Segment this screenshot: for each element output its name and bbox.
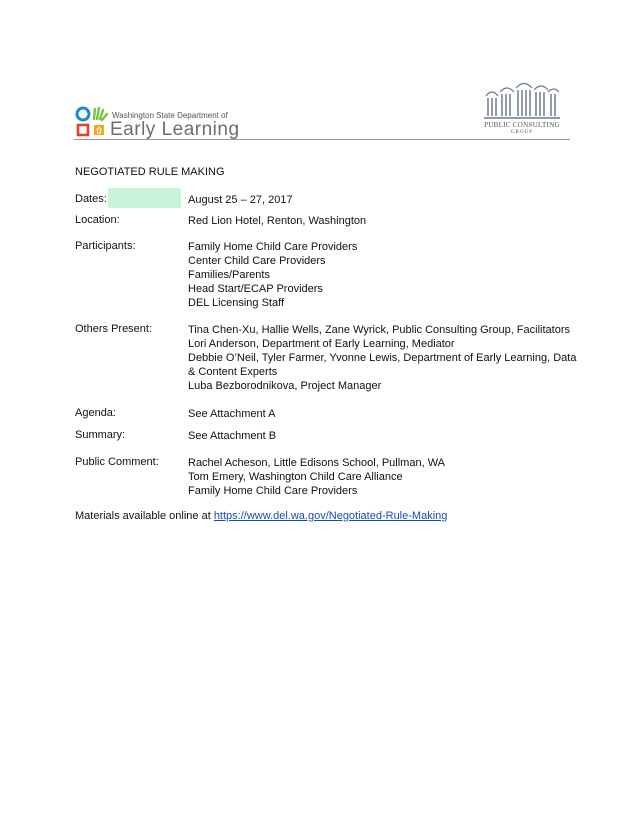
participant-item: Families/Parents <box>188 269 270 281</box>
participant-item: Family Home Child Care Providers <box>188 241 358 253</box>
public-comment-list <box>188 456 445 498</box>
document-title: NEGOTIATED RULE MAKING <box>75 166 225 178</box>
others-present-item: Luba Bezborodnikova, Project Manager <box>188 380 382 392</box>
location-value: Red Lion Hotel, Renton, Washington <box>188 215 367 227</box>
dates-label: Dates: <box>75 193 107 205</box>
pcg-logo <box>482 78 562 136</box>
participants-label: Participants: <box>75 240 136 252</box>
del-logo <box>74 105 244 139</box>
participants-list <box>188 240 357 310</box>
others-present-item: Lori Anderson, Department of Early Learning, Mediator <box>188 338 455 350</box>
participant-item: DEL Licensing Staff <box>188 297 285 309</box>
page-header <box>74 100 570 140</box>
others-present-item: & Content Experts <box>188 366 278 378</box>
del-logo-subtitle: Washington State Department of <box>112 111 228 120</box>
others-present-label: Others Present: <box>75 323 153 335</box>
others-present-item: Tina Chen-Xu, Hallie Wells, Zane Wyrick, Public Consulting Group, Facilitators <box>188 324 570 336</box>
public-comment-item: Family Home Child Care Providers <box>188 485 358 497</box>
del-logo-title: Early Learning <box>110 119 240 140</box>
dates-value: August 25 – 27, 2017 <box>188 194 293 206</box>
public-comment-item: Tom Emery, Washington Child Care Alliance <box>188 471 403 483</box>
del-logo-icon <box>74 105 110 139</box>
pcg-logo-group: GROUP <box>511 130 533 135</box>
materials-line <box>75 510 447 522</box>
others-present-item: Debbie O’Neil, Tyler Farmer, Yvonne Lewis, Department of Early Learning, Data <box>188 352 577 364</box>
materials-text: Materials available online at <box>75 510 214 522</box>
pcg-building-icon <box>482 78 562 120</box>
materials-link[interactable]: https://www.del.wa.gov/Negotiated-Rule-Making <box>213 510 448 522</box>
dates-highlight <box>108 188 181 208</box>
location-label: Location: <box>75 214 120 226</box>
header-divider <box>74 139 570 140</box>
public-comment-label: Public Comment: <box>75 456 159 468</box>
others-present-list <box>188 323 576 393</box>
public-comment-item: Rachel Acheson, Little Edisons School, Pullman, WA <box>188 457 446 469</box>
participant-item: Center Child Care Providers <box>188 255 326 267</box>
agenda-value: See Attachment A <box>188 408 276 420</box>
participant-item: Head Start/ECAP Providers <box>188 283 323 295</box>
agenda-label: Agenda: <box>75 407 116 419</box>
summary-value: See Attachment B <box>188 430 277 442</box>
summary-label: Summary: <box>75 429 126 441</box>
pcg-logo-name: PUBLIC CONSULTING <box>484 121 560 129</box>
